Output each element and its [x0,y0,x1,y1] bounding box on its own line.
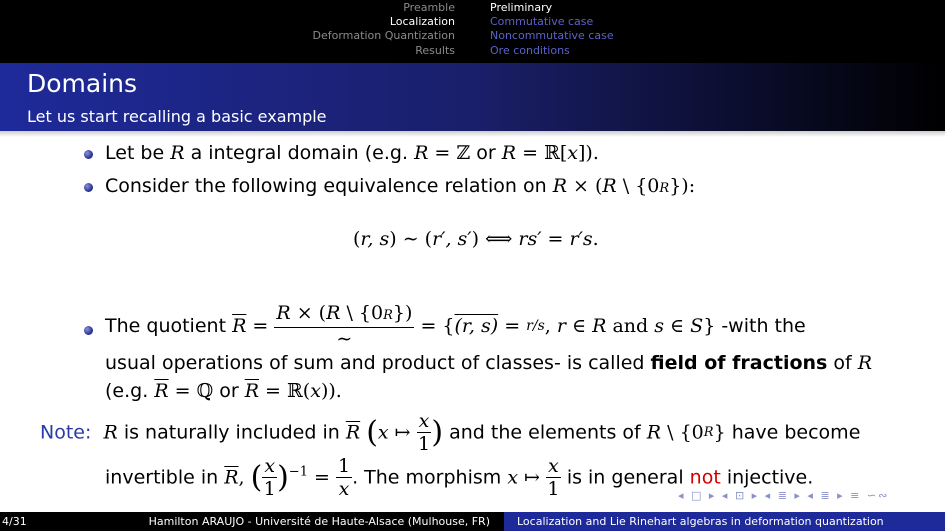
x-over-1-fraction: $\frac{x}{1}$ [417,410,431,455]
note-line-2: invertible in $\overline{R}$, ( $\frac{x}{1}$ )$^{-1}$ = $\frac{1}{x}$ . The morphism x ↦ $\frac{x}{1}$ is in general not injective. [105,455,814,500]
note-line2d: injective. [726,466,814,489]
bullet-3-line-2: usual operations of sum and product of classes- is called field of fractions of R [105,352,873,374]
nav-subsection-commutative[interactable]: Commutative case [490,15,594,28]
title-shadow [0,131,945,137]
b1-text-1: Let be [105,142,165,164]
b3-bold: field of fractions [650,352,828,374]
quotient-fraction: $\frac{R \times (R \backslash \{0R\})}{\sim}$ [276,302,413,350]
note-text-1: is naturally included in [123,421,340,444]
footer [0,512,945,531]
note-line2b: . The morphism [352,466,502,489]
nav-subsection-preliminary[interactable]: Preliminary [490,1,553,14]
bullet-2: Consider the following equivalence relation on R × (R \ {0R}): [105,175,696,197]
footer-author: Hamilton ARAUJO - Université de Haute-Alsace (Mulhouse, FR) [31,512,504,531]
nav-section-localization[interactable]: Localization [389,15,455,28]
frame-title: Domains [27,69,138,98]
note-not: not [689,466,721,489]
note-line-1: Note: R is naturally included in $\overline{R}$ (x ↦ $\frac{x}{1}$ ) and the elements of R \ {0R} have become [40,410,861,455]
b3-text-2: -with the [721,315,806,337]
nav-section-preamble[interactable]: Preamble [403,1,455,14]
bullet-3-line-1: The quotient $\overline{R}$ = $\frac{R \times (R \backslash \{0R\})}{\sim}$ = {(r, s) = r/s, r ∈ R and s ∈ S} -with the [105,302,806,350]
b3-or: or [219,380,239,402]
b2-text: Consider the following equivalence relation on [105,175,547,197]
b3-of: of [833,352,852,374]
subsection-nav [472,0,945,63]
note-line2a: invertible in [105,466,219,489]
beamer-navigation-icons[interactable]: ◂ □ ▸ ◂ ⊡ ▸ ◂ ≣ ▸ ◂ ≣ ▸ ≡ ∽∾ [678,489,890,502]
bullet-icon [84,150,93,159]
nav-section-deformation[interactable]: Deformation Quantization [312,29,455,42]
b3-line3a: (e.g. [105,380,149,402]
note-label: Note: [40,421,92,444]
frame-subtitle: Let us start recalling a basic example [27,107,327,126]
note-text-2: and the elements of [449,421,641,444]
b3-text-1: The quotient [105,315,227,337]
nav-section-results[interactable]: Results [415,44,455,57]
b1-text-2: a integral domain (e.g. [190,142,409,164]
note-line2c: is in general [566,466,684,489]
bullet-icon [84,183,93,192]
note-text-3: have become [731,421,861,444]
nav-subsection-noncommutative[interactable]: Noncommutative case [490,29,614,42]
bullet-3-line-3: (e.g. $\overline{R}$ = ℚ or $\overline{R}$ = ℝ(x)). [105,380,342,402]
section-nav [0,0,472,63]
bullet-1: Let be R a integral domain (e.g. R = ℤ or R = ℝ[x]). [105,142,599,164]
nav-subsection-ore[interactable]: Ore conditions [490,44,570,57]
page-number: 4/31 [0,512,31,531]
bullet-icon [84,326,93,335]
footer-title: Localization and Lie Rinehart algebras in deformation quantization [504,512,945,531]
b1-or: or [476,142,496,164]
b3-line2a: usual operations of sum and product of classes- is called [105,352,645,374]
frame-title-bar [0,63,945,131]
equivalence-formula: (r, s) ∼ (r′, s′) ⟺ rs′ = r′s. [353,228,599,250]
